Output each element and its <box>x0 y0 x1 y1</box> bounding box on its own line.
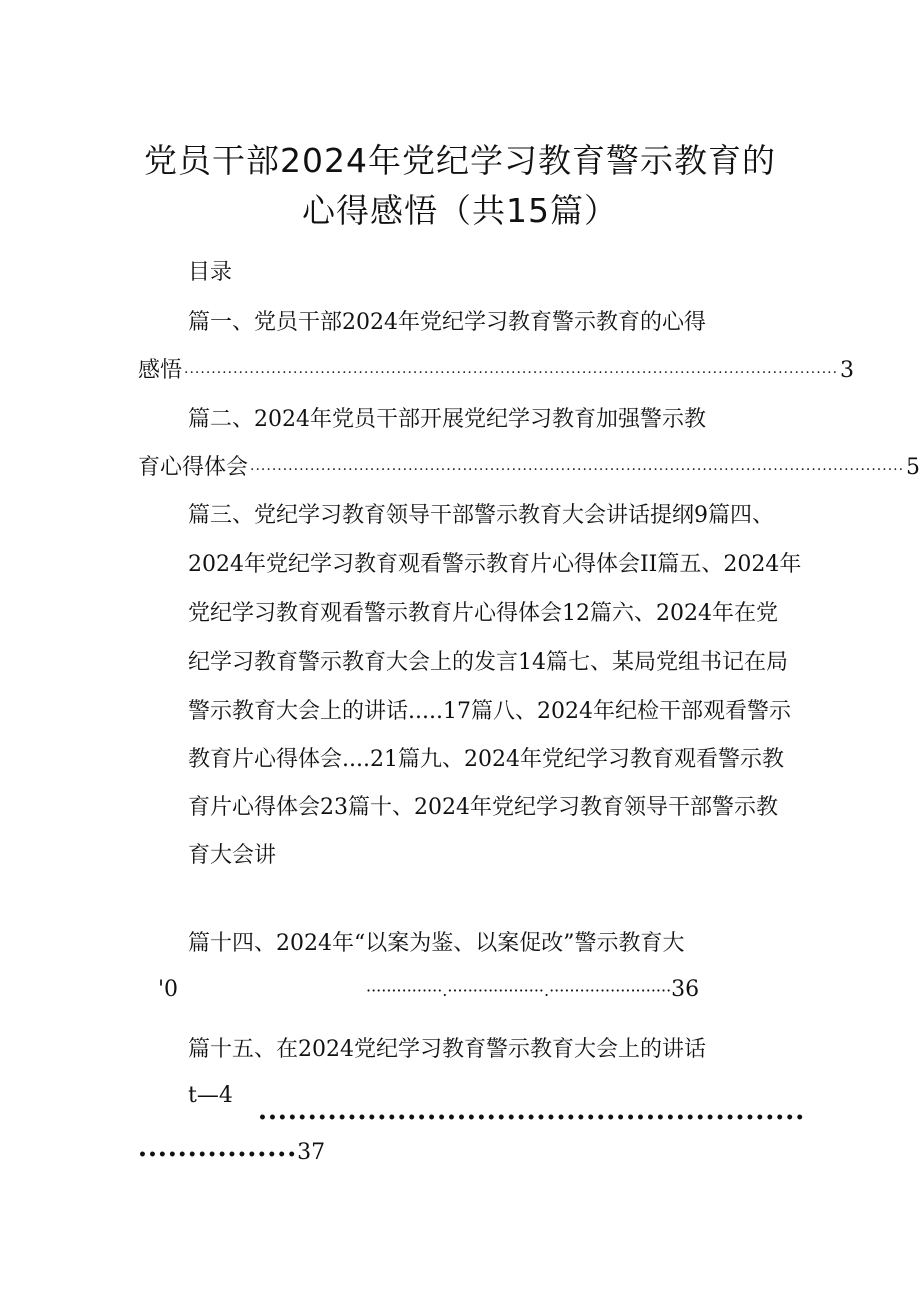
toc-block-line-3: 党纪学习教育观看警示教育片心得体会12篇六、2024年在党 <box>188 601 778 626</box>
toc-entry-14-leader: ···············.···················.························ <box>366 981 672 1000</box>
toc-entry-14-row <box>366 977 699 1002</box>
toc-entry-2-text: 育心得体会 <box>138 455 249 480</box>
toc-heading: 目录 <box>188 260 233 285</box>
toc-entry-15-page: 37 <box>297 1140 326 1165</box>
toc-entry-1-page: 3 <box>840 358 855 383</box>
toc-entry-14-fragment: '0 <box>158 977 179 1002</box>
toc-block-line-6: 教育片心得体会....21篇九、2024年党纪学习教育观看警示教 <box>188 747 784 772</box>
toc-entry-1-leader: ························································································································ <box>184 365 839 381</box>
toc-entry-1-text: 感悟 <box>138 358 183 383</box>
toc-entry-15-row <box>138 1140 325 1165</box>
toc-block-line-1: 篇三、党纪学习教育领导干部警示教育大会讲话提纲9篇四、 <box>188 503 774 528</box>
toc-entry-15-leader-2: •••••••••••••••• <box>138 1147 298 1163</box>
toc-entry-14-line-1: 篇十四、2024年“以案为鉴、以案促改”警示教育大 <box>188 931 685 956</box>
toc-entry-2-page: 5 <box>906 455 920 480</box>
toc-entry-15-line-1: 篇十五、在2024党纪学习教育警示教育大会上的讲话 <box>188 1037 706 1062</box>
toc-entry-1-line-1: 篇一、党员干部2024年党纪学习教育警示教育的心得 <box>188 310 706 335</box>
toc-entry-2-line-2 <box>138 450 920 481</box>
document-title-line-2: 心得感悟（共15篇） <box>302 191 618 230</box>
toc-entry-15-leader-1: ••••••••••••••••••••••••••••••••••••••••••••••••••••••• <box>258 1110 806 1126</box>
toc-block-line-5: 警示教育大会上的讲话.....17篇八、2024年纪检干部观看警示 <box>188 699 791 724</box>
toc-entry-2-line-1: 篇二、2024年党员干部开展党纪学习教育加强警示教 <box>188 407 706 432</box>
toc-block-line-2: 2024年党纪学习教育观看警示教育片心得体会II篇五、2024年 <box>188 552 802 577</box>
document-title-line-1: 党员干部2024年党纪学习教育警示教育的 <box>144 141 776 180</box>
toc-block-line-8: 育大会讲 <box>188 843 277 868</box>
toc-entry-1-line-2 <box>138 353 855 384</box>
toc-entry-2-leader: ························································································································ <box>250 462 905 478</box>
toc-entry-15-fragment: t—4 <box>188 1083 233 1108</box>
toc-block-line-7: 育片心得体会23篇十、2024年党纪学习教育领导干部警示教 <box>188 795 778 820</box>
toc-entry-14-page: 36 <box>671 977 700 1002</box>
toc-block-line-4: 纪学习教育警示教育大会上的发言14篇七、某局党组书记在局 <box>188 650 788 675</box>
